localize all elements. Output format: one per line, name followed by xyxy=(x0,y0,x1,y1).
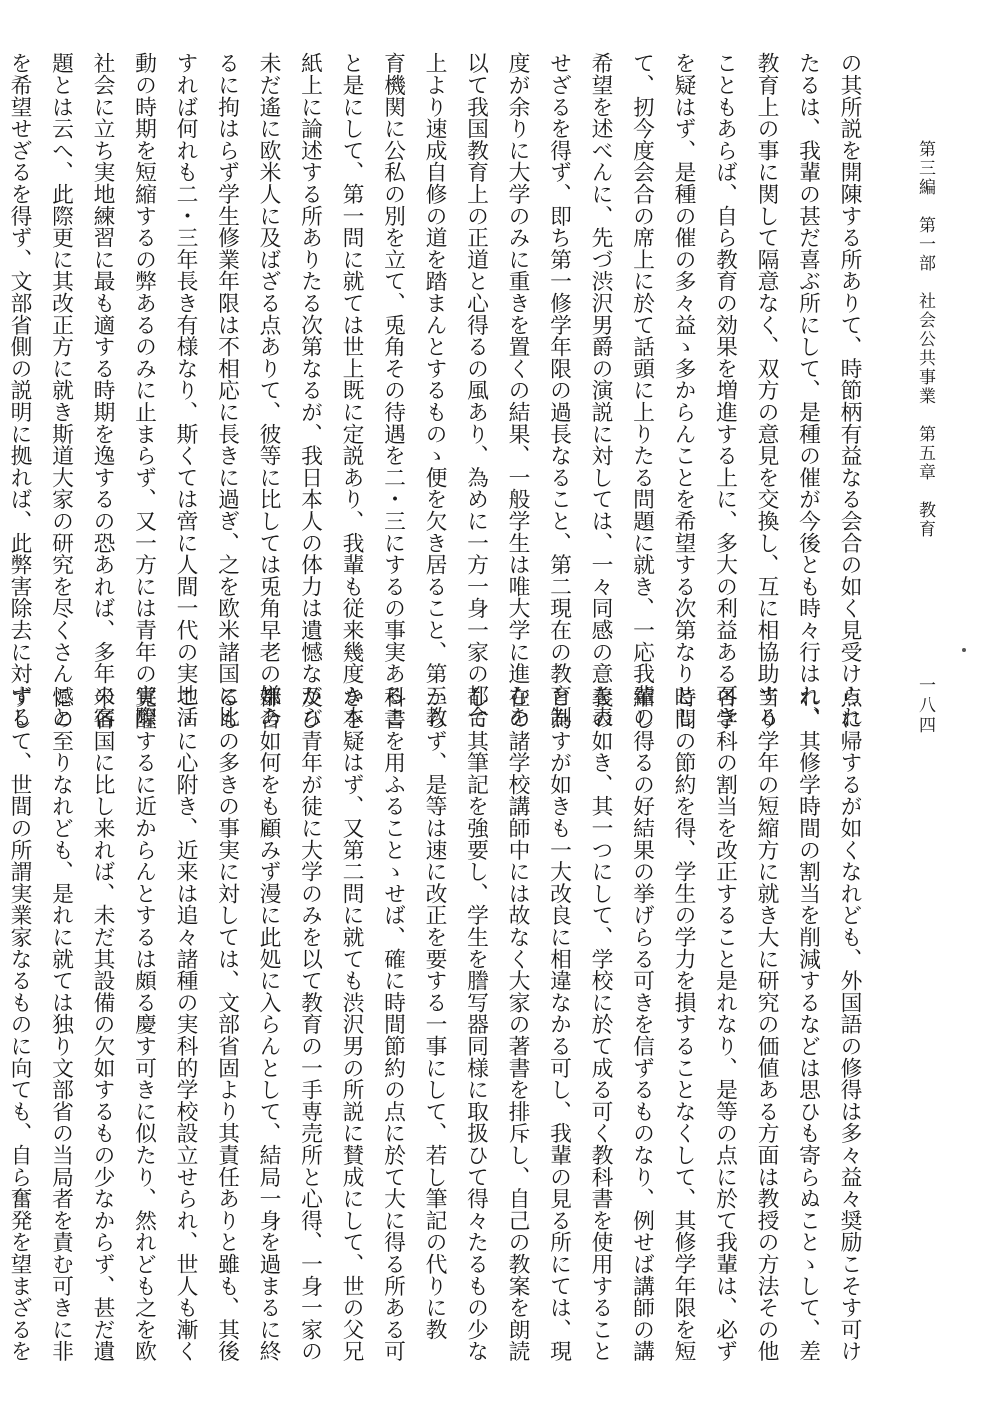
running-head: 第三編 第一部 社会公共事業 第五章 教育 xyxy=(915,140,935,539)
text-line: るに拘はらず学生修業年限は不相応に長きに過ぎ、之を欧米諸国に比 xyxy=(214,52,240,728)
text-line: こともあらば、自ら教育の効果を増進する上に、多大の利益ある可き xyxy=(712,52,738,728)
text-line: ずして、世間の所謂実業家なるものに向ても、自ら奮発を望まざるを xyxy=(7,686,32,1362)
text-line: 及び青年が徒に大学のみを以て教育の一手専売所と心得、一身一家の xyxy=(297,686,323,1362)
text-line: と是にして、第一問に就ては世上既に定説あり、我輩も従来幾度か本 xyxy=(339,52,364,728)
text-line: して其筆記を強要し、学生を謄写器同様に取扱ひて得々たるもの少な xyxy=(463,686,489,1362)
text-line: 憾の至りなれども、是れに就ては独り文部省の当局者を責む可きに非 xyxy=(48,686,74,1362)
text-line: 科書を用ふることゝせば、確に時間節約の点に於て大に得る所ある可 xyxy=(380,686,406,1362)
lower-text-block xyxy=(0,686,870,1362)
page-mark xyxy=(962,648,966,652)
text-line: 縮し得るの好結果の挙げらる可きを信ずるものなり、例せば講師の講 xyxy=(629,686,655,1362)
text-line: 以て我国教育上の正道と心得るの風あり、為めに一方一身一家の都合 xyxy=(463,52,489,728)
text-line: 度が余りに大学のみに重きを置くの結果、一般学生は唯大学に進むを xyxy=(505,52,530,728)
text-line: 教育上の事に関して隔意なく、双方の意見を交換し、互に相協助する xyxy=(754,52,779,728)
text-line: 紙上に論述する所ありたる次第なるが、我日本人の体力は遺憾ながら xyxy=(297,52,323,728)
text-line: を希望せざるを得ず、文部省側の説明に拠れば、此弊害除去に対する xyxy=(7,52,32,728)
text-line: 希望を述べんに、先づ渋沢男爵の演説に対しては、一々同感の意を表 xyxy=(588,52,613,728)
text-line: 時間の節約を得、学生の学力を損することなくして、其修学年限を短 xyxy=(671,686,696,1362)
text-line: たるは、我輩の甚だ喜ぶ所にして、是種の催が今後とも時々行はれ、 xyxy=(795,52,821,728)
text-line: 上より速成自修の道を踏まんとするものゝ便を欠き居ること、第三教 xyxy=(422,52,447,728)
text-line: 題とは云へ、此際更に其改正方に就き斯道大家の研究を尽くさんこと xyxy=(48,52,74,728)
upper-text-block xyxy=(0,52,870,728)
text-line: れ、其修学時間の割当を削減するなどは思ひも寄らぬことゝして、差 xyxy=(795,686,821,1362)
text-line: 点に帰するが如くなれども、外国語の修得は多々益々奨励こそす可け xyxy=(837,686,862,1362)
text-line: からず、是等は速に改正を要する一事にして、若し筆記の代りに教 xyxy=(422,686,447,1340)
text-line: 都合如何をも顧みず漫に此処に入らんとして、結局一身を過まるに終 xyxy=(256,686,281,1362)
text-line: すれば何れも二・三年長き有様なり、斯くては啻に人間一代の実地活 xyxy=(173,52,198,728)
text-line: を疑はず、是種の催の多々益ゝ多からんことを希望する次第なりとし xyxy=(671,52,696,728)
text-line: るもの多きの事実に対しては、文部省固より其責任ありと雖も、其後 xyxy=(214,686,240,1362)
text-line: 在の諸学校講師中には故なく大家の著書を排斥し、自己の教案を朗読 xyxy=(505,686,530,1362)
text-line: きを疑はず、又第二問に就ても渋沢男の所説に賛成にして、世の父兄 xyxy=(339,686,364,1362)
text-line: 未だ遙に欧米人に及ばざる点ありて、彼等に比しては兎角早老の嫌あ xyxy=(256,52,281,728)
text-line: こゝに心附き、近来は追々諸種の実科的学校設立せられ、世人も漸く xyxy=(173,686,198,1362)
text-line: 各学科の割当を改正すること是れなり、是等の点に於て我輩は、必ず xyxy=(712,686,738,1362)
text-line: 米各国に比し来れば、未だ其設備の欠如するもの少なからず、甚だ遺 xyxy=(90,686,115,1362)
text-line: て、扨今度会合の席上に於て話頭に上りたる問題に就き、一応我輩の xyxy=(629,52,655,728)
text-line: 覚醒するに近からんとするは頗る慶す可きに似たり、然れども之を欧 xyxy=(131,686,157,1362)
text-line: の其所説を開陳する所ありて、時節柄有益なる会合の如く見受けられ xyxy=(837,52,862,728)
text-line: せざるを得ず、即ち第一修学年限の過長なること、第二現在の教育制 xyxy=(546,52,572,728)
page-number: 一八四 xyxy=(915,676,935,736)
text-line: 当り学年の短縮方に就き大に研究の価値ある方面は教授の方法その他 xyxy=(754,686,779,1362)
text-line: 動の時期を短縮するの弊あるのみに止まらず、又一方には青年の実際 xyxy=(131,52,157,728)
text-line: 育機関に公私の別を立て、兎角その待遇を二・三にするの事実あるこ xyxy=(380,52,406,728)
text-line: 義の如き、其一つにして、学校に於て成る可く教科書を使用すること xyxy=(588,686,613,1362)
text-line: と為すが如きも一大改良に相違なかる可し、我輩の見る所にては、現 xyxy=(546,686,572,1362)
text-line: 社会に立ち実地練習に最も適する時期を逸するの恐あれば、多年の宿 xyxy=(90,52,115,728)
